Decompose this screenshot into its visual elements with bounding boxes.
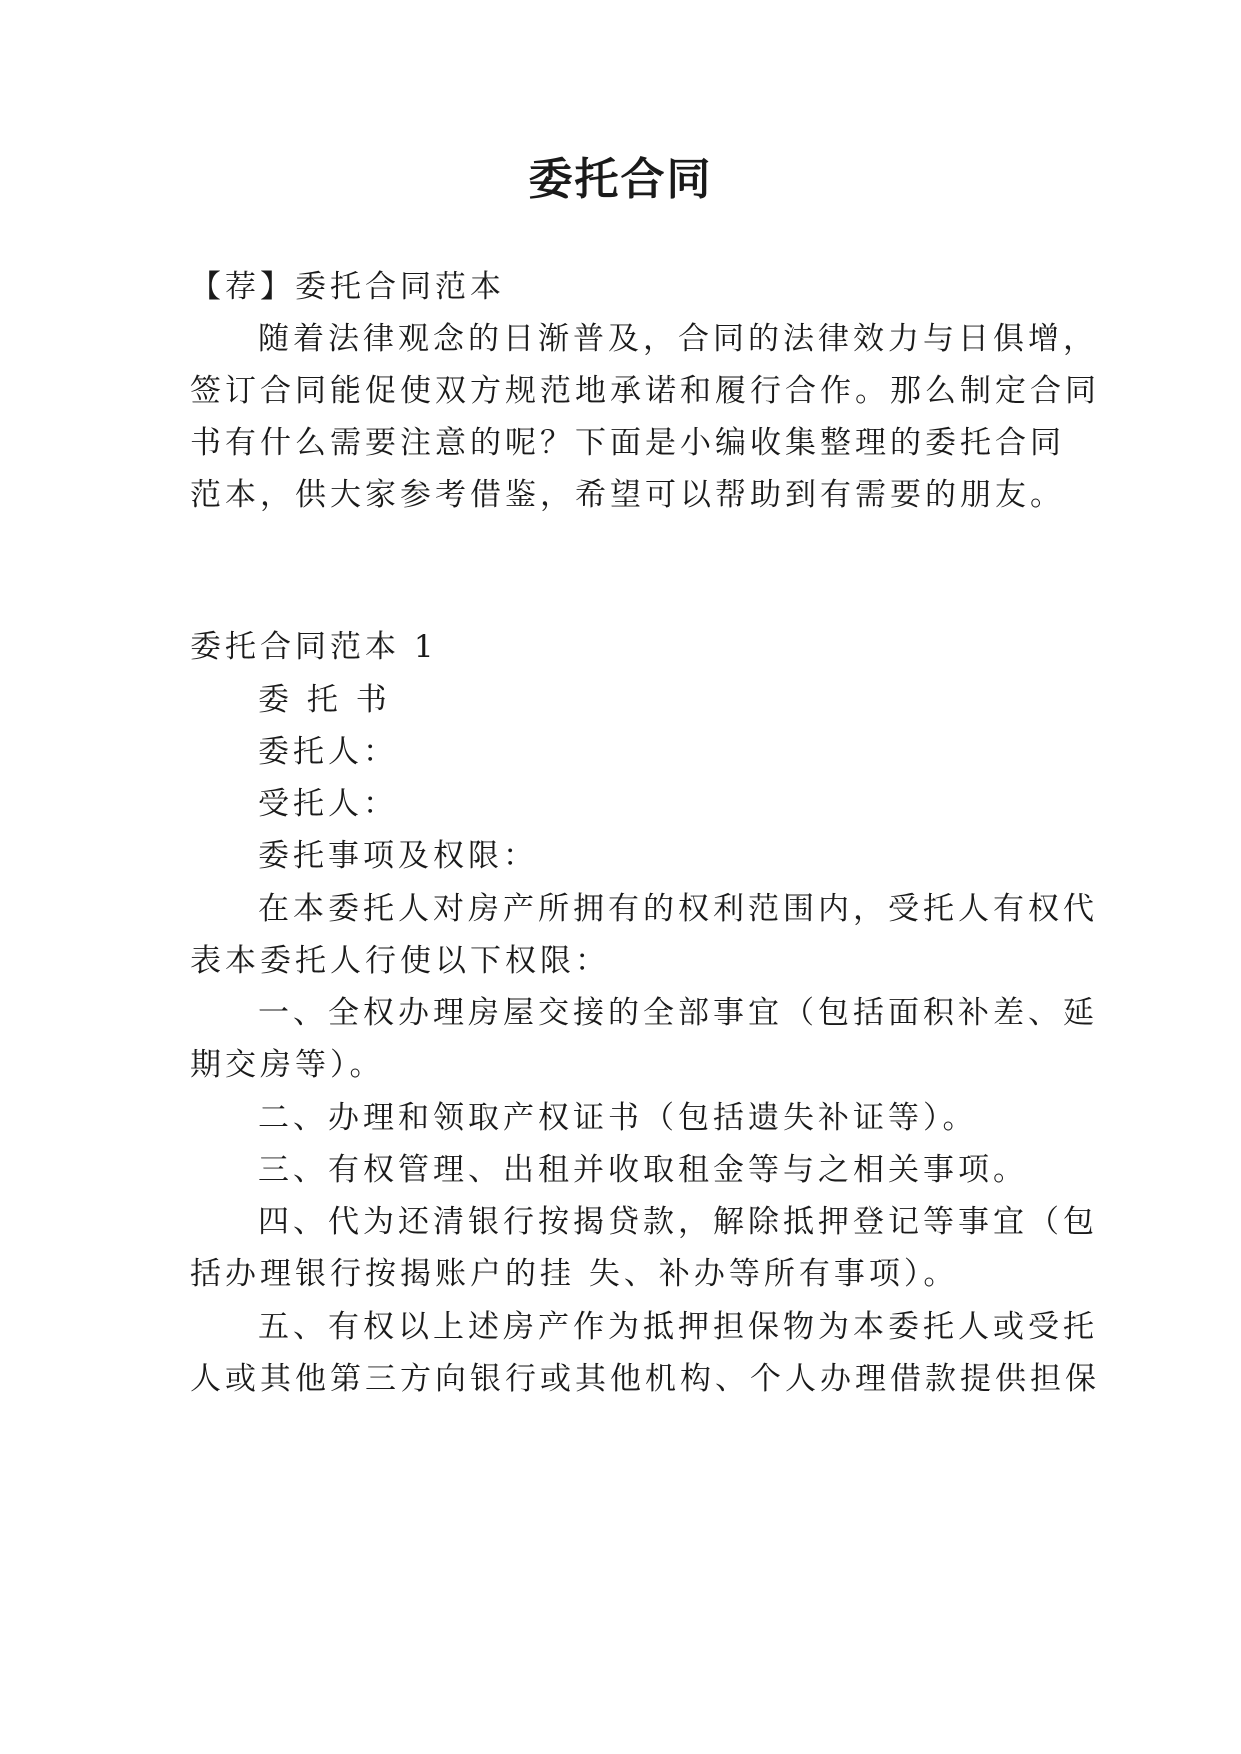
paragraph-line: 签订合同能促使双方规范地承诺和履行合作。那么制定合同 [190,373,1100,409]
intro-heading: 【荐】委托合同范本 [190,269,505,305]
paragraph-line: 范本，供大家参考借鉴，希望可以帮助到有需要的朋友。 [190,477,1065,513]
clause-line: 五、有权以上述房产作为抵押担保物为本委托人或受托 [258,1309,1098,1345]
document-body [190,0,1100,1754]
scope-label: 委托事项及权限： [258,838,538,874]
paragraph-line: 书有什么需要注意的呢？下面是小编收集整理的委托合同 [190,425,1065,461]
clause-line: 期交房等）。 [190,1047,385,1083]
sub-heading: 委 托 书 [258,682,391,718]
agent-label: 受托人： [258,786,398,822]
paragraph-line: 随着法律观念的日渐普及，合同的法律效力与日俱增， [258,321,1098,357]
paragraph-line: 表本委托人行使以下权限： [190,943,610,979]
section-heading: 委托合同范本 1 [190,629,438,665]
clause-line: 括办理银行按揭账户的挂 失、补办等所有事项）。 [190,1256,959,1292]
clause-line: 人或其他第三方向银行或其他机构、个人办理借款提供担保 [190,1361,1100,1397]
paragraph-line: 在本委托人对房产所拥有的权利范围内，受托人有权代 [258,891,1098,927]
clause-line: 一、全权办理房屋交接的全部事宜（包括面积补差、延 [258,995,1098,1031]
document-title: 委托合同 [528,154,713,205]
clause-line: 四、代为还清银行按揭贷款，解除抵押登记等事宜（包 [258,1204,1098,1240]
principal-label: 委托人： [258,734,398,770]
clause-line: 二、办理和领取产权证书（包括遗失补证等）。 [258,1100,978,1136]
clause-line: 三、有权管理、出租并收取租金等与之相关事项。 [258,1152,1028,1188]
